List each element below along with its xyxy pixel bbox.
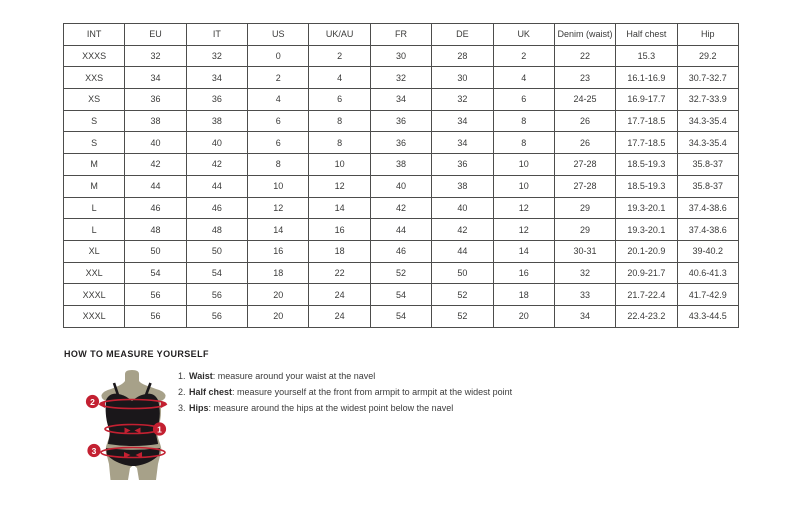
size-cell: XL — [64, 240, 125, 262]
size-cell: 18 — [248, 262, 309, 284]
size-cell: 6 — [493, 89, 554, 111]
measure-step-half-chest — [178, 385, 512, 401]
size-row — [64, 89, 739, 111]
size-cell: 30-31 — [554, 240, 615, 262]
size-cell: 27-28 — [554, 154, 615, 176]
size-cell: 26 — [554, 110, 615, 132]
size-cell: 14 — [309, 197, 370, 219]
size-cell: 42 — [432, 219, 493, 241]
size-cell: 20.9-21.7 — [616, 262, 677, 284]
size-cell: 22.4-23.2 — [616, 305, 677, 327]
size-cell: 52 — [432, 305, 493, 327]
size-cell: 52 — [370, 262, 431, 284]
size-cell: 42 — [186, 154, 247, 176]
size-cell: 36 — [125, 89, 186, 111]
size-cell: 46 — [370, 240, 431, 262]
size-cell: 29.2 — [677, 45, 738, 67]
size-cell: 4 — [309, 67, 370, 89]
size-cell: 23 — [554, 67, 615, 89]
size-cell: 36 — [370, 132, 431, 154]
size-cell: 32 — [186, 45, 247, 67]
size-cell: 35.8-37 — [677, 154, 738, 176]
size-cell: 21.7-22.4 — [616, 284, 677, 306]
size-cell: M — [64, 175, 125, 197]
size-cell: 34 — [554, 305, 615, 327]
size-cell: 54 — [370, 284, 431, 306]
size-cell: 44 — [125, 175, 186, 197]
size-cell: 39-40.2 — [677, 240, 738, 262]
size-cell: 16 — [309, 219, 370, 241]
mannequin-illustration — [78, 368, 188, 488]
step-number: 3. — [178, 402, 186, 413]
column-header: Half chest — [616, 24, 677, 46]
size-cell: 50 — [125, 240, 186, 262]
size-cell: 33 — [554, 284, 615, 306]
size-cell: 14 — [493, 240, 554, 262]
size-cell: 37.4-38.6 — [677, 219, 738, 241]
size-row — [64, 240, 739, 262]
column-header: UK — [493, 24, 554, 46]
size-cell: 24 — [309, 305, 370, 327]
size-cell: 32 — [370, 67, 431, 89]
column-header: DE — [432, 24, 493, 46]
size-cell: 12 — [248, 197, 309, 219]
size-cell: 32 — [554, 262, 615, 284]
size-cell: 24-25 — [554, 89, 615, 111]
size-cell: 40 — [370, 175, 431, 197]
size-cell: 16.1-16.9 — [616, 67, 677, 89]
size-cell: 22 — [309, 262, 370, 284]
size-cell: 15.3 — [616, 45, 677, 67]
size-cell: XS — [64, 89, 125, 111]
size-cell: 36 — [370, 110, 431, 132]
size-cell: 2 — [493, 45, 554, 67]
size-cell: 40.6-41.3 — [677, 262, 738, 284]
size-cell: 16 — [493, 262, 554, 284]
size-cell: 8 — [493, 132, 554, 154]
size-cell: 44 — [432, 240, 493, 262]
size-cell: 46 — [125, 197, 186, 219]
size-cell: 35.8-37 — [677, 175, 738, 197]
size-cell: 30 — [370, 45, 431, 67]
size-cell: 6 — [248, 110, 309, 132]
size-cell: 14 — [248, 219, 309, 241]
size-cell: M — [64, 154, 125, 176]
size-cell: 37.4-38.6 — [677, 197, 738, 219]
size-cell: 52 — [432, 284, 493, 306]
size-cell: 20 — [493, 305, 554, 327]
size-cell: 27-28 — [554, 175, 615, 197]
measure-steps-list — [178, 369, 512, 416]
size-cell: 32 — [432, 89, 493, 111]
size-cell: 34 — [186, 67, 247, 89]
size-cell: 36 — [432, 154, 493, 176]
size-cell: 19.3-20.1 — [616, 219, 677, 241]
step-number: 2. — [178, 386, 186, 397]
measure-section-title: HOW TO MEASURE YOURSELF — [64, 349, 209, 359]
size-cell: 19.3-20.1 — [616, 197, 677, 219]
size-cell: L — [64, 219, 125, 241]
size-table-body — [64, 45, 739, 327]
size-cell: 40 — [186, 132, 247, 154]
size-cell: 8 — [493, 110, 554, 132]
size-cell: 43.3-44.5 — [677, 305, 738, 327]
measure-step-hips — [178, 401, 512, 417]
size-cell: S — [64, 132, 125, 154]
size-table-head — [64, 24, 739, 46]
size-cell: 28 — [432, 45, 493, 67]
size-cell: 54 — [370, 305, 431, 327]
size-cell: 2 — [309, 45, 370, 67]
size-row — [64, 284, 739, 306]
column-header: UK/AU — [309, 24, 370, 46]
size-cell: 29 — [554, 219, 615, 241]
size-cell: 26 — [554, 132, 615, 154]
size-cell: 10 — [248, 175, 309, 197]
size-cell: 22 — [554, 45, 615, 67]
size-cell: 10 — [493, 154, 554, 176]
size-cell: 6 — [309, 89, 370, 111]
size-cell: 48 — [125, 219, 186, 241]
measure-figure — [78, 368, 188, 488]
column-header: Denim (waist) — [554, 24, 615, 46]
size-cell: 17.7-18.5 — [616, 132, 677, 154]
size-cell: 46 — [186, 197, 247, 219]
column-header: IT — [186, 24, 247, 46]
step-label: Hips — [189, 402, 209, 413]
size-cell: 18 — [309, 240, 370, 262]
size-cell: 38 — [432, 175, 493, 197]
size-cell: 42 — [125, 154, 186, 176]
size-cell: 0 — [248, 45, 309, 67]
size-cell: 50 — [186, 240, 247, 262]
column-header: INT — [64, 24, 125, 46]
column-header: Hip — [677, 24, 738, 46]
step-text: : measure around your waist at the navel — [212, 371, 376, 381]
size-cell: 56 — [125, 305, 186, 327]
size-cell: 32.7-33.9 — [677, 89, 738, 111]
size-cell: 18.5-19.3 — [616, 154, 677, 176]
size-cell: 20.1-20.9 — [616, 240, 677, 262]
size-row — [64, 67, 739, 89]
size-cell: 10 — [493, 175, 554, 197]
size-row — [64, 219, 739, 241]
size-cell: 42 — [370, 197, 431, 219]
size-cell: 32 — [125, 45, 186, 67]
size-cell: 18.5-19.3 — [616, 175, 677, 197]
measure-step-waist — [178, 369, 512, 385]
size-cell: 30.7-32.7 — [677, 67, 738, 89]
size-row — [64, 197, 739, 219]
size-row — [64, 154, 739, 176]
size-cell: 8 — [309, 110, 370, 132]
step-label: Half chest — [189, 386, 233, 397]
size-cell: 36 — [186, 89, 247, 111]
size-cell: 12 — [493, 197, 554, 219]
size-cell: XXXS — [64, 45, 125, 67]
size-cell: 34 — [432, 132, 493, 154]
step-text: : measure yourself at the front from armpit to armpit at the widest point — [232, 386, 513, 397]
size-cell: 38 — [186, 110, 247, 132]
hips-badge-number: 3 — [91, 446, 97, 456]
size-cell: 4 — [248, 89, 309, 111]
size-cell: 4 — [493, 67, 554, 89]
size-cell: 40 — [432, 197, 493, 219]
size-cell: 12 — [493, 219, 554, 241]
size-cell: S — [64, 110, 125, 132]
size-cell: 10 — [309, 154, 370, 176]
size-cell: 20 — [248, 305, 309, 327]
size-cell: 34 — [432, 110, 493, 132]
size-cell: 6 — [248, 132, 309, 154]
size-row — [64, 110, 739, 132]
size-cell: 16 — [248, 240, 309, 262]
size-cell: 30 — [432, 67, 493, 89]
size-cell: 48 — [186, 219, 247, 241]
size-table — [63, 23, 739, 328]
size-row — [64, 132, 739, 154]
column-header: US — [248, 24, 309, 46]
chest-badge-number: 2 — [90, 397, 95, 407]
size-cell: 44 — [370, 219, 431, 241]
size-cell: 18 — [493, 284, 554, 306]
size-cell: 34 — [125, 67, 186, 89]
size-cell: 20 — [248, 284, 309, 306]
size-cell: 41.7-42.9 — [677, 284, 738, 306]
size-cell: 54 — [125, 262, 186, 284]
size-cell: 56 — [125, 284, 186, 306]
step-label: Waist — [189, 371, 213, 381]
size-row — [64, 175, 739, 197]
size-cell: 34.3-35.4 — [677, 132, 738, 154]
size-cell: 38 — [125, 110, 186, 132]
step-number: 1. — [178, 371, 186, 381]
size-cell: 44 — [186, 175, 247, 197]
size-cell: XXL — [64, 262, 125, 284]
size-cell: XXS — [64, 67, 125, 89]
waist-badge-number: 1 — [157, 424, 162, 435]
size-cell: 29 — [554, 197, 615, 219]
size-cell: 12 — [309, 175, 370, 197]
size-cell: 40 — [125, 132, 186, 154]
size-cell: XXXL — [64, 284, 125, 306]
column-header: EU — [125, 24, 186, 46]
size-cell: 56 — [186, 305, 247, 327]
step-text: : measure around the hips at the widest point below the navel — [208, 402, 454, 413]
size-row — [64, 305, 739, 327]
garment-top — [106, 394, 160, 446]
column-header: FR — [370, 24, 431, 46]
size-cell: 38 — [370, 154, 431, 176]
waist-badge — [153, 422, 166, 435]
size-cell: 54 — [186, 262, 247, 284]
size-cell: 50 — [432, 262, 493, 284]
chest-badge — [86, 395, 99, 408]
hips-badge — [87, 444, 100, 457]
size-cell: 24 — [309, 284, 370, 306]
size-row — [64, 262, 739, 284]
size-cell: 17.7-18.5 — [616, 110, 677, 132]
size-cell: 34.3-35.4 — [677, 110, 738, 132]
size-row — [64, 45, 739, 67]
size-cell: 8 — [248, 154, 309, 176]
size-cell: 16.9-17.7 — [616, 89, 677, 111]
size-cell: 34 — [370, 89, 431, 111]
size-table-header-row — [64, 24, 739, 46]
size-cell: L — [64, 197, 125, 219]
size-cell: 56 — [186, 284, 247, 306]
size-cell: XXXL — [64, 305, 125, 327]
size-cell: 8 — [309, 132, 370, 154]
size-cell: 2 — [248, 67, 309, 89]
